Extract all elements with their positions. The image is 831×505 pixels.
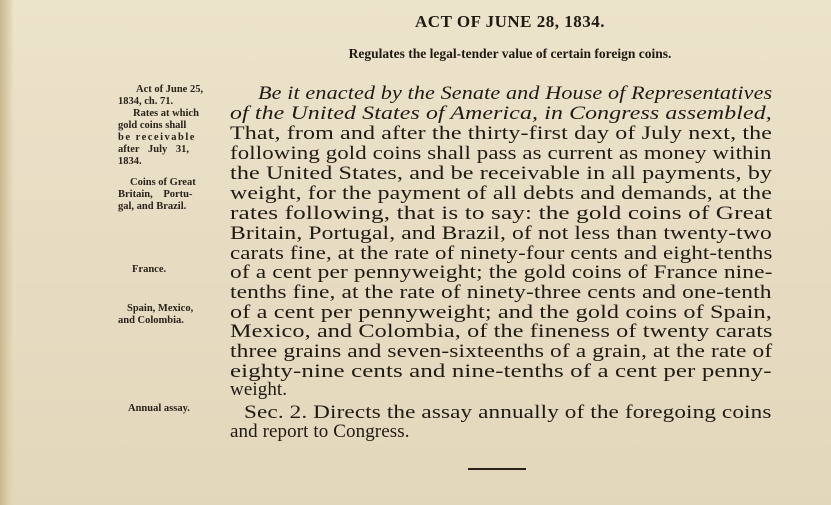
margin-note: France. [132,264,167,275]
margin-note: be receivable [118,132,196,143]
margin-note: gal, and Brazil. [118,201,187,212]
body-line: of a cent per pennyweight; the gold coins of France nine- [230,262,773,283]
body-line: the United States, and be receivable in all payments, by [230,163,773,184]
body-line: Mexico, and Colombia, of the fineness of twenty carats [230,321,773,342]
body-line: rates following, that is to say: the gold coins of Great [230,203,773,224]
body-line: Be it enacted by the Senate and House of Representatives [258,83,773,104]
body-line: tenths fine, at the rate of ninety-three cents and one-tenth [230,282,772,303]
page-title: ACT OF JUNE 28, 1834. [415,12,605,31]
body-line: of the United States of America, in Congress assembled, [230,103,772,124]
body-line: of a cent per pennyweight; and the gold coins of Spain, [230,302,772,323]
margin-note: Rates at which [133,108,199,119]
margin-note: gold coins shall [118,120,187,131]
margin-note: Spain, Mexico, [127,303,194,314]
body-line: three grains and seven-sixteenths of a grain, at the rate of [230,341,773,362]
body-line: Britain, Portugal, and Brazil, of not less than twenty-two [230,223,772,244]
body-line: weight, for the payment of all debts and demands, at the [230,183,772,204]
margin-note: 1834, ch. 71. [118,96,174,107]
margin-note: and Colombia. [118,315,184,326]
page-subtitle: Regulates the legal-tender value of certain foreign coins. [348,46,672,61]
body-line: weight. [230,379,288,400]
body-line: That, from and after the thirty-first day of July next, the [230,123,773,144]
end-rule-divider [468,468,526,470]
body-line: and report to Congress. [230,421,410,442]
body-line: following gold coins shall pass as current as money within [230,143,772,164]
margin-note: Coins of Great [130,177,196,188]
body-line: carats fine, at the rate of ninety-four cents and eight-tenths [230,243,773,264]
margin-note: Act of June 25, [136,84,204,95]
margin-note: Annual assay. [128,403,190,414]
margin-note: Britain, Portu- [118,189,193,200]
page-spine-shadow [0,0,14,505]
body-line: Sec. 2. Directs the assay annually of the foregoing coins [244,402,772,423]
margin-note: after July 31, [118,144,190,155]
margin-note: 1834. [118,156,142,167]
body-line: eighty-nine cents and nine-tenths of a cent per penny- [230,361,772,382]
